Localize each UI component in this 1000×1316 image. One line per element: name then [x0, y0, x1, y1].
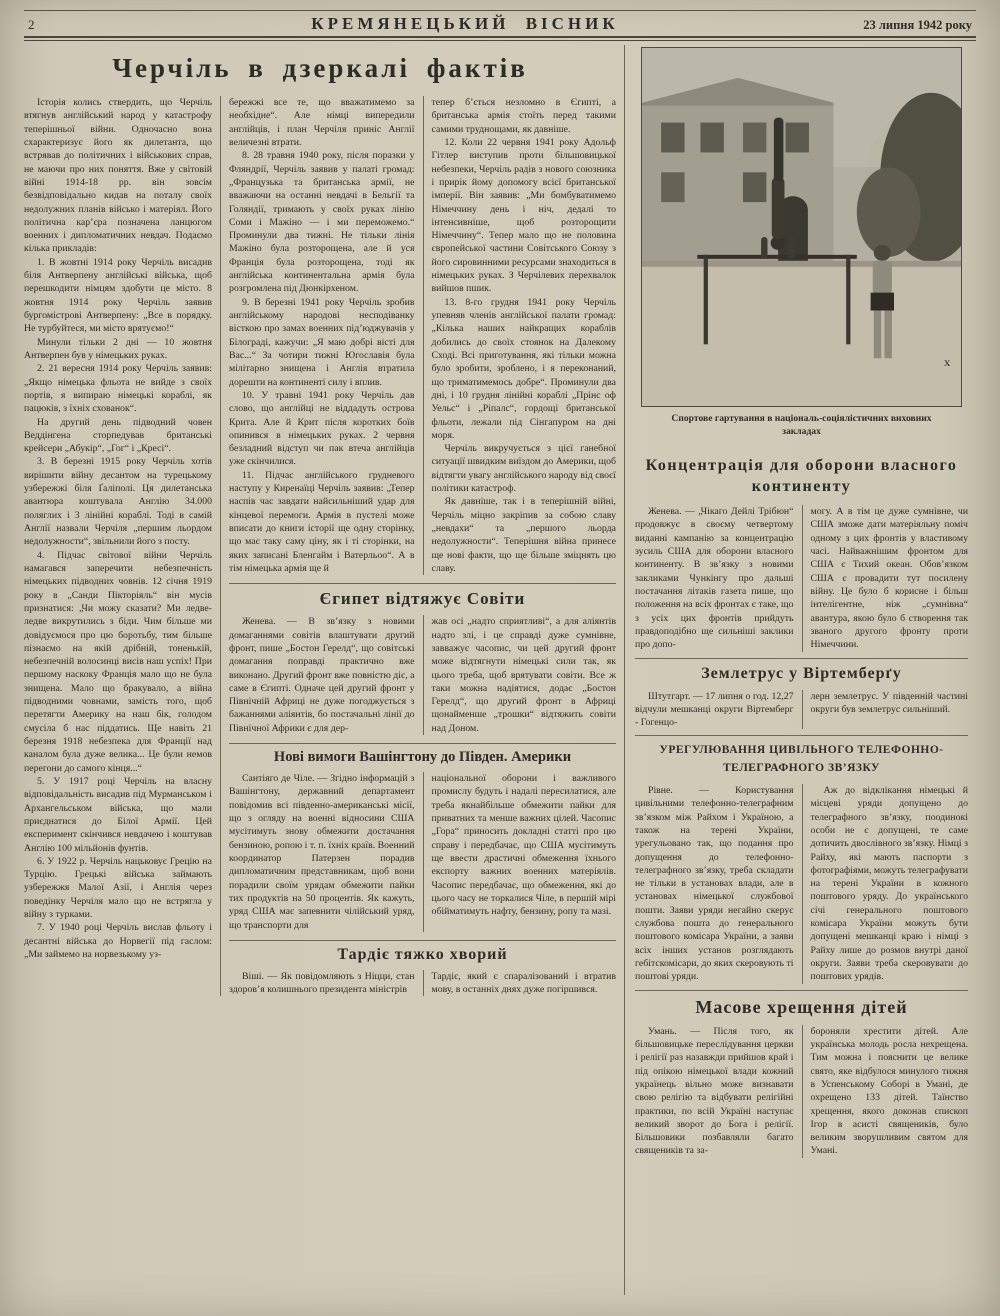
baptism-headline: Масове хрещення дітей	[695, 996, 908, 1017]
egypt-column-2: жав осі „надто сприятливі“, а для аліянтів надто злі, і це справді дуже сумнівне, завважує часопис, чи цей другий фронт може відтягнути німецькі сили так, як цього треба, щоб врятувати совіти. Все ж таки можна надіятися, додає „Бостон Герелд“, що другий фронт в Африці щонайменше „трошки“ відтяжить совіти над Доном.	[423, 615, 617, 735]
earthquake-column-1: Штутгарт. — 17 липня о год. 12,27 відчули мешканці округи Віртемберг - Гогенцо-	[635, 690, 794, 729]
baptism-column-2: бороняли хрестити дітей. Але українська молодь росла нехрещена. Тим можна і пояснити це велике свято, яке відбулося минулого тижня в Успенському Соборі в Умані, де охрещено 133 дітей. Таїнство хрещення, якого доконав єпископ Ігор в асисті священиків, було великим зворушливим святом для Умані.	[802, 1025, 969, 1158]
earthquake-columns	[635, 690, 968, 730]
earthquake-column-2: лерн землетрус. У південній частині округи був землетрус сильніший.	[802, 690, 969, 730]
article-egypt	[229, 583, 616, 735]
earthquake-headline: Землетрус у Віртемберґу	[701, 664, 902, 682]
churchill-article	[24, 96, 616, 996]
article-tardieu	[229, 940, 616, 997]
right-section	[624, 45, 968, 1295]
article-telephone	[635, 735, 968, 983]
tardieu-headline: Тардіє тяжко хворий	[337, 945, 508, 963]
main-headline: Черчіль в дзеркалі фактів	[112, 53, 528, 83]
telephone-column-2: Аж до відклікання німецькі й місцеві уряди допущено до телеграфного зв’язку, поодинокі особи не є допущені, те саме дотичить двослівного зв’язку. Німці з Райху, які мають паспорти з фотографіями, можуть телеграфувати на терені України в кожного поштового уряду. До українського січі генерального поштового комісара України можуть бути допущені мешканці краю і німці з Райху лише до розмов внутрі даної округи. Заяви треба скеровувати до поштових урядів.	[802, 784, 969, 984]
tardieu-column-1: Віші. — Як повідомляють з Ніцци, стан здоров’я колишнього президента міністрів	[229, 970, 415, 996]
churchill-column-2: бережжі все те, що вважатимемо за необхідне“. Але німці випередили англійців, і план Черчіля приніс Англії величезні втрати. 8. 28 травня 1940 року, після поразки у Фляндрії, Черчіль заявив у палаті громад: „Французька та британська армії, не вважаючи на останні невдачі в Бельгії та Голяндії, тримають у своїх руках лінію Соми і Мажіно — і ми переможемо.“ Проминули два тижні. Не тільки лінія Мажіно була розторощена, але й уся Франція була розторощена, тоді як англійська континентальна армія була розгромлена під Дюнкірхеном. 9. В березні 1941 року Черчіль зробив англійському народові несподіванку вісткою про замах военних під’юджувачів у Білограді, кажучи: „Я маю добрі вісті для Вас...“ За чотири тижні Югославія була мілітарно знищена і Англія втратила дорешти на континенті силу і вплив. 10. У травні 1941 року Черчіль дав слово, що англійці не віддадуть острова Крита. Але й Крит після коротких боїв опинився в німецьких руках. 2 червня безладний відступ чи пак втеча англійців уже скінчилися. 11. Підчас англійського грудневого наступу у Киренаїці Черчіль заявив: „Тепер наспів час завдати найсильніший удар для кінцевої перемоги. Армія в пустелі може вписати до книги історії ще одну сторінку, що має таку саму ціну, як і ті сторінки, на яких записані Бленгайм і Ватерльоо“. А в тім німецька армія ще й	[229, 97, 415, 574]
baptism-columns	[635, 1025, 968, 1158]
washington-columns	[229, 772, 616, 932]
photo-illustration	[642, 48, 961, 406]
photo-caption: Спортове гартування в національ-соціялістичних виховних закладах	[671, 413, 932, 437]
tardieu-columns	[229, 970, 616, 997]
photo-figure	[635, 45, 968, 443]
article-earthquake	[635, 658, 968, 730]
page-content	[24, 45, 976, 1295]
washington-headline: Нові вимоги Вашінгтону до Півден. Америки	[273, 749, 572, 766]
header-rule	[24, 36, 976, 41]
telephone-headline: УРЕГУЛЮВАННЯ ЦИВІЛЬНОГО ТЕЛЕФОННО-ТЕЛЕГРАФНОГО ЗВ’ЯЗКУ	[659, 744, 944, 774]
egypt-columns	[229, 615, 616, 735]
page-number: 2	[28, 17, 35, 32]
page-header	[24, 10, 976, 36]
article-washington	[229, 743, 616, 932]
egypt-column-1: Женева. — В зв’язку з новими домаганнями совітів влаштувати другий фронт, пише „Бостон Герелд“, що совітські домагання поправді практично вже виконано. Другий фронт вже повністю діє, а саме в Єгипті. Одначе цей другий фронт у Північній Африці не дуже погоджується з бажаннями аліянтів, бо постачальні лінії до Північної Африки є для дер-	[229, 616, 415, 734]
left-section	[24, 45, 624, 1295]
churchill-column-1: Історія колись ствердить, що Черчіль втягнув англійський народ у катастрофу теперішньої війни. Одночасно вона схарактеризує його як дилетанта, що встрявав до політичних і військових справ, не маючи про них поняття. Вже у світовій війні 1914-18 рр. він зовсім безвідповідально кидав на поталу своїх недолужних планів військо і матеріял. Його політична кар’єра позначена ланцюгом военних і дипломатичних невдач. Подаємо кілька прикладів: 1. В жовтні 1914 року Черчіль висадив біля Антверпену англійські війська, щоб перешкодити німцям здобути це місто. 8 жовтня 1914 року Черчіль заявив бургомістрові Антверпену: „Все в порядку. Не турбуйтеся, ми місто врятуємо!“ Минули тільки 2 дні — 10 жовтня Антверпен був у німецьких руках. 2. 21 вересня 1914 року Черчіль заявив: „Якщо німецька фльота не вийде з своїх портів, я випираю німецькі кораблі, як пацюків, з їхніх схованок“. На другий день підводний човен Веддінгена сторпедував британські крейсери „Абукір“, „Гог“ і „Кресі“. 3. В березні 1915 року Черчіль хотів вирішити війну десантом на турецькому узбережжі біля Ґаліполі. Ця дилетанська авантюра коштувала Англію 34.000 поляглих і 3 лінійні кораблі. Тоді в самій Англії назвали Черчіля „першим льордом недолужности“, звільнили його з посту. 4. Підчас світової війни Черчіль намагався заперечити небезпечність німецьких підводних човнів. 12 січня 1919 року в „Санди Пікторіяль“ він мусів признатися: „Чи можу сказати? Ми ледве-ледве викрутились з біди. Чим більше ми довідуємося про цю боротьбу, тим більше пізнаємо на якій дрібній, тоненькій, небезпечній волосинці висів наш успіх! При першому наскоку Франція мало що не була знищена. Мало що бракувало, а війна підводними човнами, замість того, щоб перетягти Америку на наш бік, голодом смусіла б нас піддатись. Ще навіть 21 березня 1918 небезпека для Франції над каналом була дуже велика... Це були немов перегони до самого кінця...“ 5. У 1917 році Черчіль на власну відповідальність висадив під Мурманськом і Архангельськом війська, що мали приєднатися до Білої Армії. Цей експеримент скінчився невдачею і коштував Англію 100 мільйонів фунтів. 6. У 1922 р. Черчіль нацьковує Грецію на Турцію. Грецькі війська займають узбережжя Малої Азії, і Англія через поведінку Черчіля мало що не встрягла у війну з турками. 7. У 1940 році Черчіль вислав фльоту і десантні війська до Норвегії під гаслом: „Ми займемо на норвезькому уз-	[24, 97, 212, 960]
churchill-column-3: тепер б’ється незломно в Єгипті, а британська армія стоїть перед такими самими труднощами, як давніше. 12. Коли 22 червня 1941 року Адольф Гітлер виступив проти більшовицької небезпеки, Черчіль радів з нового союзника і прирік йому допомогу всієї британської імперії. Він заявив: „Ми бомбуватимемо Німеччину день і ніч, дедалі то інтенсивніше, щоб розторощити Німеччину“. Тепер мало що не половина європейської частини Совітського Союзу з його сировинними ресурсами знаходиться в німецьких руках. З Черчілевих перехвалок вийшов пшик. 13. 8-го грудня 1941 року Черчіль упевняв членів англійської палати громад: „Кілька наших найкращих кораблів добились до своїх стоянок на Далекому Сході. Всі приготування, які тільки можна було зробити, зроблено, і я переконаний, що триматимемось добре“. Проминули два дні, і 10 грудня лінійні кораблі „Прінс оф Уельс“ і „Ріпалс“, гордощі британської фльоти, лежали під Сінгапуром на дні моря. Черчіль викручується з цієї ганебної ситуації швидким виїздом до Америки, щоб відтягти увагу англійського народу від своєї політики катастроф. Як давніше, так і в теперішній війні, Черчіль міцно закріпив за собою славу „невдахи“ та „першого льорда недолужности“. Теперішня війна принесе ще нові факти, що ще більше зміцнять цю славу.	[423, 96, 617, 575]
tardieu-column-2: Тардіє, який є спаралізований і втратив мову, в останніх днях дуже погіршився.	[423, 970, 617, 997]
egypt-headline: Єгипет відтяжує Совіти	[319, 589, 526, 609]
washington-column-1: Сантіяго де Чіле. — Згідно інформацій з Вашінгтону, державний департамент повідомив всі південно-американські місії, що з огляду на военні відносини США мусітимуть знову обмежити достачання бензиною, ропою і т. п. їхніх країв. Военний координатор Патерзен порадив дипломатичним представникам, щоб вони порадили своїм урядам обмежити пайки тих продуктів на 50 процентів. Як кажуть, уряд США має запевнити чілійський уряд, що транспорти для	[229, 773, 415, 931]
sports-training-photo	[641, 47, 962, 407]
issue-date: 23 липня 1942 року	[863, 18, 972, 32]
telephone-columns	[635, 784, 968, 984]
concentration-headline: Концентрація для оборони власного континенту	[645, 456, 958, 496]
masthead-title: КРЕМЯНЕЦЬКИЙ ВІСНИК	[311, 14, 619, 33]
left-inner-section	[220, 96, 616, 996]
churchill-continuation	[229, 96, 616, 575]
article-baptism	[635, 990, 968, 1158]
concentration-column-2: могу. А в тім це дуже сумнівне, чи США зможе дати матеріяльну поміч одному з цих фронтів у властивому часі. Найважнішим фронтом для США є Тихий океан. Обов’язком США є провадити тут посилену війну. Це було б корисне і більш інтелігентне, ніж „сумнівна“ авантура, якою було б створення так званого другого фронту проти Німеччини.	[802, 505, 969, 651]
telephone-column-1: Рівне. — Користування цивільними телефонно-телеграфним зв’язком між Райхом і Україною, а також на терені України, урегульовано так, що подання про допущення до телефонно-телеграфного зв’язку, треба складати не тільки в установах влади, але в установах німецької службової пошти. Заяви уряди негайно скерує службова пошта до генерального поштового комісара України, а заяви всіх інших установ розглядають гебітскомісари, до яких скеровують ті поштові уряди.	[635, 784, 794, 983]
concentration-columns	[635, 505, 968, 651]
washington-column-2: національної оборони і важливого промислу будуть і надалі пересилатися, але треба якнайбільше обмежити пайки для приватних та менше важних цілей. Часопис „Гора“ приносить докладні статті про цю справу і передбачає, що США мусітимуть ще ввести драстичні обмеження їхнього експорту важних военних матеріялів. Часопис передбачає, що обмеження, які до цього часу не торкалися Чіле, в першій мірі обійматимуть нафту, бензину, ропу та мазі.	[423, 772, 617, 932]
svg-text:x: x	[943, 355, 951, 370]
concentration-column-1: Женева. — „Чікаго Дейлі Трібюн“ продовжує в своєму четвертому виданні кампанію за концентрацію зусиль США для оборони власного континенту. В зв’язку з новими закликами Чункінгу про дальші постачання літаків газета пише, що положення на всіх фронтах є таке, що з усіх цих фронтів прийдуть правдоподібно ще сильніші заклики про допо-	[635, 506, 794, 651]
baptism-column-1: Умань. — Після того, як більшовицьке переслідування церкви і релігії раз назавжди прийшов край і під опікою німецької влади кожний українець вільно може визнавати свою релігію та відбувати релігійні практики, по всій Україні наступає великий зворот до Бога і релігії. Більшовики позбавляли багато священиків та за-	[635, 1025, 794, 1157]
article-concentration	[635, 449, 968, 652]
